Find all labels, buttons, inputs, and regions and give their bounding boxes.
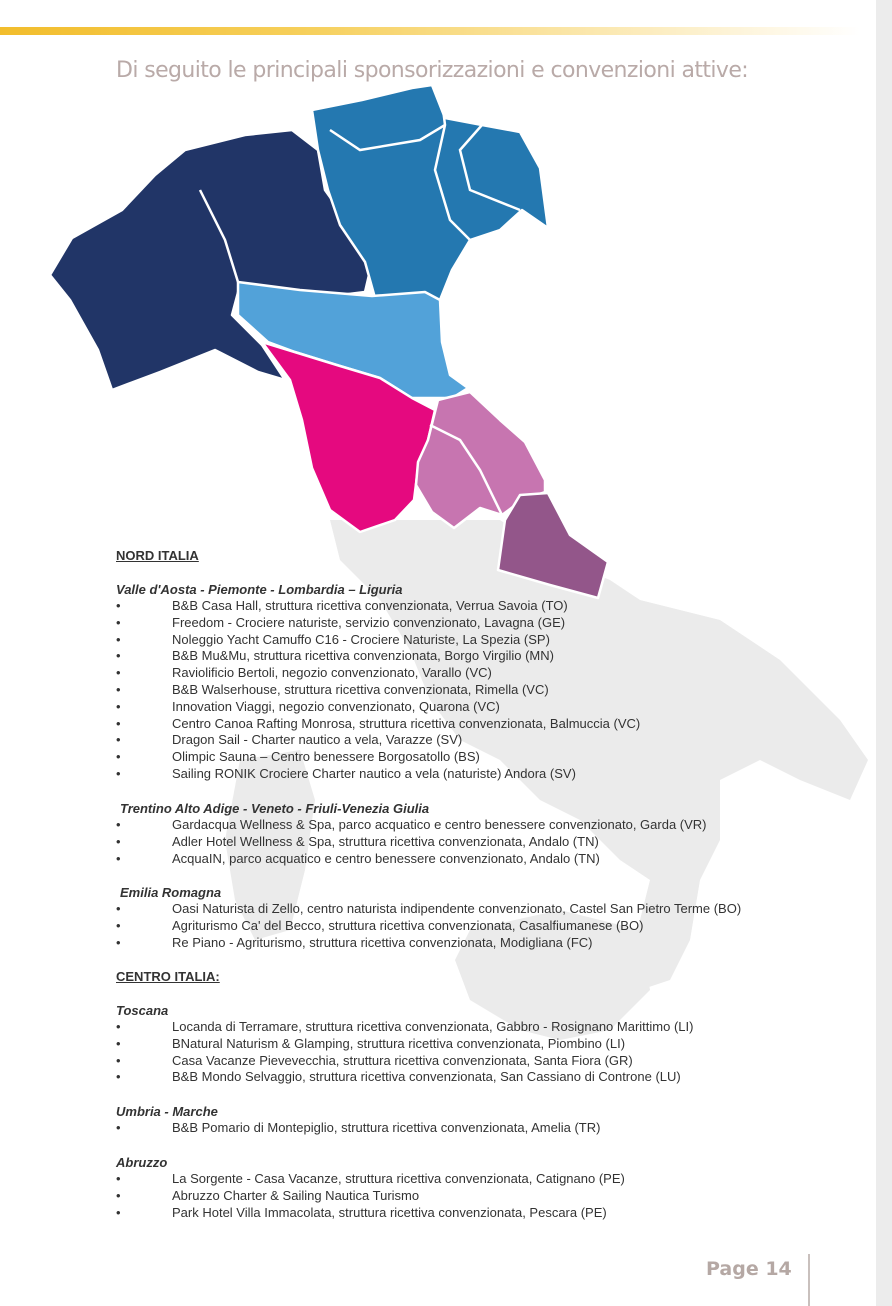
region-heading-abruzzo: Abruzzo (116, 1155, 168, 1170)
list-item: • B&B Mondo Selvaggio, struttura ricettiva convenzionata, San Cassiano di Controne (LU) (116, 1069, 681, 1085)
region-heading-trentino-veneto-friuli: Trentino Alto Adige - Veneto - Friuli-Venezia Giulia (120, 801, 430, 816)
list-item: • Innovation Viaggi, negozio convenzionato, Quarona (VC) (116, 698, 500, 714)
list-item: • Dragon Sail - Charter nautico a vela, Varazze (SV) (116, 732, 463, 748)
region-heading-valle-aosta-piemonte-lombardia-liguria: Valle d'Aosta - Piemonte - Lombardia – Liguria (116, 582, 403, 597)
list-item: • Oasi Naturista di Zello, centro naturista indipendente convenzionato, Castel San Pietro Terme (BO) (116, 901, 742, 916)
list-item: • Park Hotel Villa Immacolata, struttura ricettiva convenzionata, Pescara (PE) (116, 1204, 607, 1220)
list-emilia-romagna (116, 901, 741, 951)
list-item: • B&B Mu&Mu, struttura ricettiva convenzionata, Borgo Virgilio (MN) (116, 648, 554, 664)
page-title: Di seguito le principali sponsorizzazioni e convenzioni attive: (116, 58, 749, 83)
list-item: • Adler Hotel Wellness & Spa, struttura ricettiva convenzionata, Andalo (TN) (116, 833, 599, 849)
list-item: • Raviolificio Bertoli, negozio convenzionato, Varallo (VC) (116, 665, 492, 681)
list-item: • Casa Vacanze Pievevecchia, struttura ricettiva convenzionata, Santa Fiora (GR) (116, 1052, 633, 1068)
list-item: • Locanda di Terramare, struttura ricettiva convenzionata, Gabbro - Rosignano Marittimo (LI) (116, 1019, 694, 1034)
list-item: • Abruzzo Charter & Sailing Nautica Turismo (116, 1187, 420, 1203)
list-item: • Gardacqua Wellness & Spa, parco acquatico e centro benessere convenzionato, Garda (VR) (116, 817, 707, 832)
region-heading-emilia-romagna: Emilia Romagna (120, 885, 222, 900)
list-abruzzo (116, 1171, 625, 1221)
list-item: • B&B Walserhouse, struttura ricettiva convenzionata, Rimella (VC) (116, 681, 549, 697)
region-heading-umbria-marche: Umbria - Marche (116, 1104, 218, 1119)
list-item: • AcquaIN, parco acquatico e centro benessere convenzionato, Andalo (TN) (116, 850, 600, 866)
list-item: • Olimpic Sauna – Centro benessere Borgosatollo (BS) (116, 749, 480, 765)
list-nord-ovest (116, 598, 640, 783)
region-heading-toscana: Toscana (116, 1003, 169, 1018)
list-item: • BNatural Naturism & Glamping, struttura ricettiva convenzionata, Piombino (LI) (116, 1035, 626, 1051)
list-item: • Freedom - Crociere naturiste, servizio convenzionato, Lavagna (GE) (116, 614, 566, 630)
list-item: • Sailing RONIK Crociere Charter nautico a vela (naturiste) Andora (SV) (116, 765, 576, 781)
list-item: • B&B Casa Hall, struttura ricettiva convenzionata, Verrua Savoia (TO) (116, 598, 568, 613)
section-heading-nord: NORD ITALIA (116, 548, 199, 563)
list-toscana (116, 1019, 693, 1086)
list-item: • Re Piano - Agriturismo, struttura ricettiva convenzionata, Modigliana (FC) (116, 934, 593, 950)
page-number: Page 14 (706, 1258, 792, 1280)
list-item: • Noleggio Yacht Camuffo C16 - Crociere Naturiste, La Spezia (SP) (116, 631, 550, 647)
list-umbria-marche (116, 1120, 600, 1137)
section-heading-centro: CENTRO ITALIA: (116, 969, 220, 984)
list-nord-est (116, 817, 707, 867)
list-item: • Centro Canoa Rafting Monrosa, struttura ricettiva convenzionata, Balmuccia (VC) (116, 715, 641, 731)
page-number-divider (808, 1254, 810, 1306)
list-item: • La Sorgente - Casa Vacanze, struttura ricettiva convenzionata, Catignano (PE) (116, 1171, 625, 1186)
list-item: • B&B Pomario di Montepiglio, struttura ricettiva convenzionata, Amelia (TR) (116, 1120, 601, 1135)
list-item: • Agriturismo Ca' del Becco, struttura ricettiva convenzionata, Casalfiumanese (BO) (116, 917, 644, 933)
